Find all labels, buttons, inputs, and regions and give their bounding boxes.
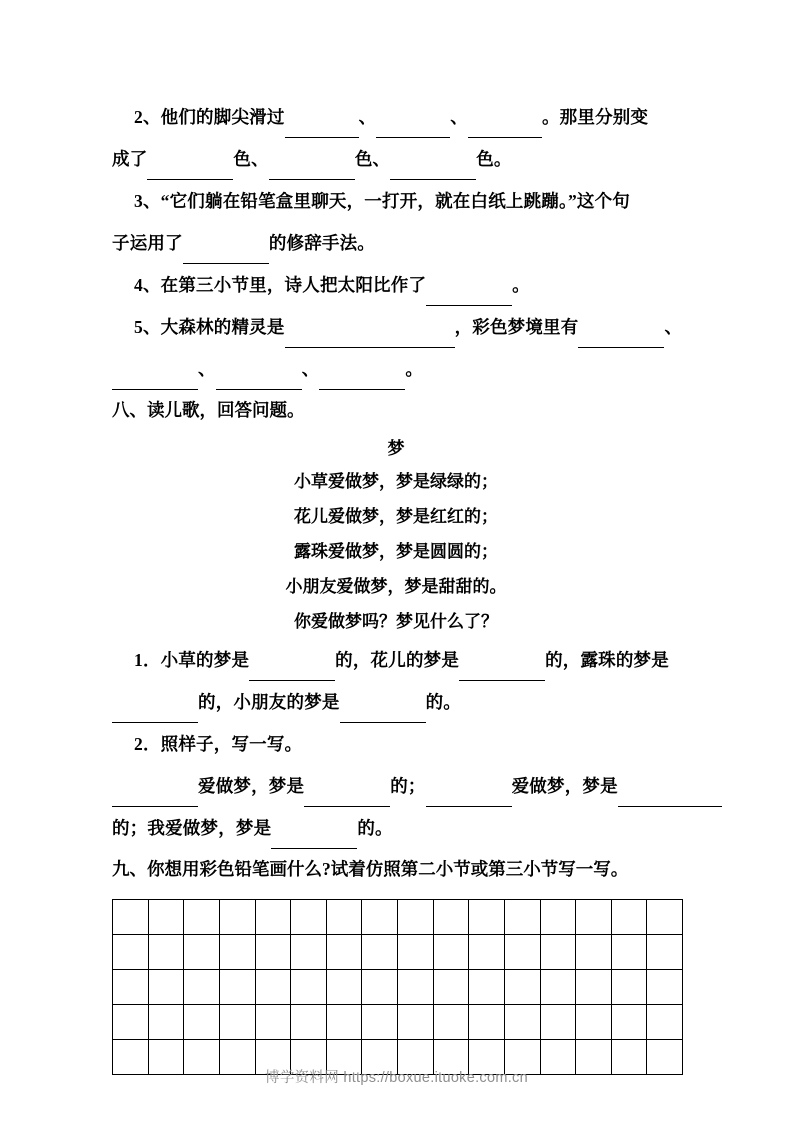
text-run: 、 (450, 107, 468, 127)
section-eight (112, 390, 684, 849)
question-line (112, 681, 684, 723)
question-line (112, 765, 684, 807)
writing-grid-cell[interactable] (540, 1005, 576, 1040)
text-run: 的，小朋友的梦是 (198, 692, 340, 712)
writing-grid[interactable] (112, 899, 683, 1075)
writing-grid-cell[interactable] (219, 900, 255, 935)
fill-blank[interactable] (426, 288, 512, 306)
writing-grid-cell[interactable] (647, 970, 683, 1005)
text-run: ，彩色梦境里有 (454, 317, 579, 337)
writing-grid-cell[interactable] (255, 1005, 291, 1040)
writing-grid-cell[interactable] (398, 935, 434, 970)
writing-grid-cell[interactable] (219, 935, 255, 970)
writing-grid-cell[interactable] (576, 970, 612, 1005)
text-run: 、 (198, 359, 216, 379)
writing-grid-cell[interactable] (540, 970, 576, 1005)
poem-line: 花儿爱做梦，梦是红红的； (294, 507, 498, 526)
writing-grid-cell[interactable] (647, 1005, 683, 1040)
fill-blank[interactable] (216, 372, 302, 390)
writing-grid-cell[interactable] (148, 1005, 184, 1040)
writing-grid-cell[interactable] (255, 970, 291, 1005)
question-line (112, 222, 684, 264)
question-q2 (112, 96, 684, 180)
writing-grid-cell[interactable] (362, 935, 398, 970)
writing-grid-cell[interactable] (184, 1005, 220, 1040)
fill-blank[interactable] (269, 162, 355, 180)
text-run: 爱做梦，梦是 (511, 776, 618, 796)
writing-grid-cell[interactable] (433, 1005, 469, 1040)
fill-blank[interactable] (304, 789, 390, 807)
text-run: 1．小草的梦是 (134, 650, 250, 670)
section-nine-heading: 九、你想用彩色铅笔画什么?试着仿照第二小节或第三小节写一写。 (112, 859, 629, 879)
writing-grid-cell[interactable] (469, 935, 505, 970)
section-eight-question-1 (112, 639, 684, 723)
text-run: 、 (358, 107, 377, 127)
fill-blank[interactable] (390, 162, 476, 180)
writing-grid-cell[interactable] (433, 970, 469, 1005)
writing-grid-cell[interactable] (647, 900, 683, 935)
fill-blank[interactable] (468, 120, 542, 138)
text-run: 4、在第三小节里，诗人把太阳比作了 (134, 275, 427, 295)
fill-blank[interactable] (319, 372, 405, 390)
writing-grid-cell[interactable] (504, 1005, 540, 1040)
writing-grid-cell[interactable] (398, 900, 434, 935)
writing-grid-cell[interactable] (148, 935, 184, 970)
writing-grid-cell[interactable] (255, 900, 291, 935)
text-run: 成了 (112, 149, 148, 169)
writing-grid-cell[interactable] (113, 1005, 149, 1040)
writing-grid-cell[interactable] (184, 970, 220, 1005)
writing-grid-cell[interactable] (184, 935, 220, 970)
writing-grid-cell[interactable] (469, 1005, 505, 1040)
fill-blank[interactable] (285, 120, 359, 138)
text-run: 爱做梦，梦是 (198, 776, 305, 796)
writing-grid-body (113, 900, 683, 1075)
question-line (112, 180, 684, 222)
text-run: 。 (512, 275, 530, 295)
writing-grid-cell[interactable] (219, 1005, 255, 1040)
writing-grid-cell[interactable] (576, 900, 612, 935)
writing-grid-cell[interactable] (219, 970, 255, 1005)
text-run: 的修辞手法。 (268, 233, 376, 253)
fill-blank[interactable] (112, 372, 198, 390)
section-eight-heading: 八、读儿歌，回答问题。 (112, 400, 305, 420)
fill-blank[interactable] (459, 663, 545, 681)
writing-grid-cell[interactable] (291, 900, 327, 935)
writing-grid-cell[interactable] (326, 900, 362, 935)
text-run: 的。 (425, 692, 462, 712)
question-q4 (112, 264, 684, 306)
writing-grid-row (113, 935, 683, 970)
writing-grid-cell[interactable] (326, 1005, 362, 1040)
writing-grid-cell[interactable] (576, 935, 612, 970)
writing-grid-wrapper (112, 899, 684, 1075)
fill-blank[interactable] (285, 330, 455, 348)
writing-grid-cell[interactable] (148, 900, 184, 935)
question-line (112, 348, 684, 390)
poem-block (112, 434, 684, 639)
writing-grid-cell[interactable] (611, 935, 647, 970)
writing-grid-cell[interactable] (540, 900, 576, 935)
writing-grid-cell[interactable] (504, 935, 540, 970)
text-run: 。 (405, 359, 424, 379)
text-run: 的，花儿的梦是 (335, 650, 460, 670)
writing-grid-cell[interactable] (326, 970, 362, 1005)
writing-grid-cell[interactable] (504, 900, 540, 935)
question-q3 (112, 180, 684, 264)
writing-grid-cell[interactable] (611, 970, 647, 1005)
writing-grid-cell[interactable] (504, 970, 540, 1005)
writing-grid-cell[interactable] (113, 935, 149, 970)
fill-blank[interactable] (578, 330, 664, 348)
fill-blank[interactable] (183, 246, 269, 264)
writing-grid-cell[interactable] (647, 935, 683, 970)
writing-grid-cell[interactable] (469, 970, 505, 1005)
writing-grid-cell[interactable] (576, 1005, 612, 1040)
writing-grid-cell[interactable] (113, 970, 149, 1005)
writing-grid-cell[interactable] (469, 900, 505, 935)
writing-grid-cell[interactable] (362, 1005, 398, 1040)
writing-grid-cell[interactable] (362, 900, 398, 935)
fill-blank[interactable] (340, 705, 426, 723)
questions-top-block (112, 96, 684, 390)
writing-grid-cell[interactable] (291, 935, 327, 970)
text-run: 的；我爱做梦，梦是 (112, 818, 272, 838)
writing-grid-cell[interactable] (398, 1005, 434, 1040)
text-run: 5、大森林的精灵是 (134, 317, 285, 337)
writing-grid-cell[interactable] (291, 1005, 327, 1040)
section-nine (112, 849, 684, 1075)
text-run: 、 (664, 317, 683, 337)
text-run: 子运用了 (112, 233, 183, 253)
question-line (112, 306, 684, 348)
writing-grid-cell[interactable] (540, 935, 576, 970)
writing-grid-cell[interactable] (398, 970, 434, 1005)
footer-watermark: 博学资料网 https://boxue.ituoke.com.cn (265, 1070, 528, 1086)
fill-blank[interactable] (618, 789, 680, 807)
fill-blank[interactable] (249, 663, 335, 681)
poem-line: 你爱做梦吗？梦见什么了？ (294, 612, 498, 631)
fill-blank[interactable] (376, 120, 450, 138)
poem-line: 小朋友爱做梦，梦是甜甜的。 (285, 577, 507, 596)
worksheet-content (112, 96, 684, 1075)
writing-grid-cell[interactable] (433, 935, 469, 970)
text-run: 2．照样子，写一写。 (134, 734, 303, 754)
poem-line: 露珠爱做梦，梦是圆圆的； (294, 542, 498, 561)
text-run: 色、 (354, 149, 391, 169)
writing-grid-cell[interactable] (611, 1005, 647, 1040)
writing-grid-cell[interactable] (611, 900, 647, 935)
writing-grid-cell[interactable] (362, 970, 398, 1005)
question-line (112, 807, 684, 849)
writing-grid-cell[interactable] (433, 900, 469, 935)
writing-grid-cell[interactable] (148, 970, 184, 1005)
fill-blank[interactable] (680, 789, 722, 807)
text-run: 2、他们的脚尖滑过 (134, 107, 285, 127)
fill-blank[interactable] (147, 162, 233, 180)
question-line (112, 264, 684, 306)
fill-blank[interactable] (112, 789, 198, 807)
poem-line: 小草爱做梦，梦是绿绿的； (294, 472, 498, 491)
fill-blank[interactable] (426, 789, 512, 807)
text-run: 色。 (476, 149, 512, 169)
writing-grid-cell[interactable] (184, 900, 220, 935)
text-run: 色、 (233, 149, 269, 169)
writing-grid-row (113, 900, 683, 935)
writing-grid-row (113, 1005, 683, 1040)
writing-grid-cell[interactable] (113, 900, 149, 935)
text-run: 。那里分别变 (541, 107, 649, 127)
text-run: 的。 (357, 818, 393, 838)
section-eight-question-2 (112, 723, 684, 849)
writing-grid-cell[interactable] (326, 935, 362, 970)
text-run: 的，露珠的梦是 (545, 650, 669, 670)
fill-blank[interactable] (112, 705, 198, 723)
text-run: 的； (390, 776, 426, 796)
question-line (112, 96, 684, 138)
question-line (112, 723, 684, 765)
question-q5 (112, 306, 684, 390)
writing-grid-cell[interactable] (291, 970, 327, 1005)
fill-blank[interactable] (271, 831, 357, 849)
text-run: 3、“它们躺在铅笔盒里聊天，一打开，就在白纸上跳蹦。”这个句 (134, 191, 630, 211)
text-run: 、 (301, 359, 320, 379)
writing-grid-row (113, 970, 683, 1005)
poem-title: 梦 (387, 439, 405, 458)
writing-grid-cell[interactable] (255, 935, 291, 970)
question-line (112, 138, 684, 180)
question-line (112, 639, 684, 681)
